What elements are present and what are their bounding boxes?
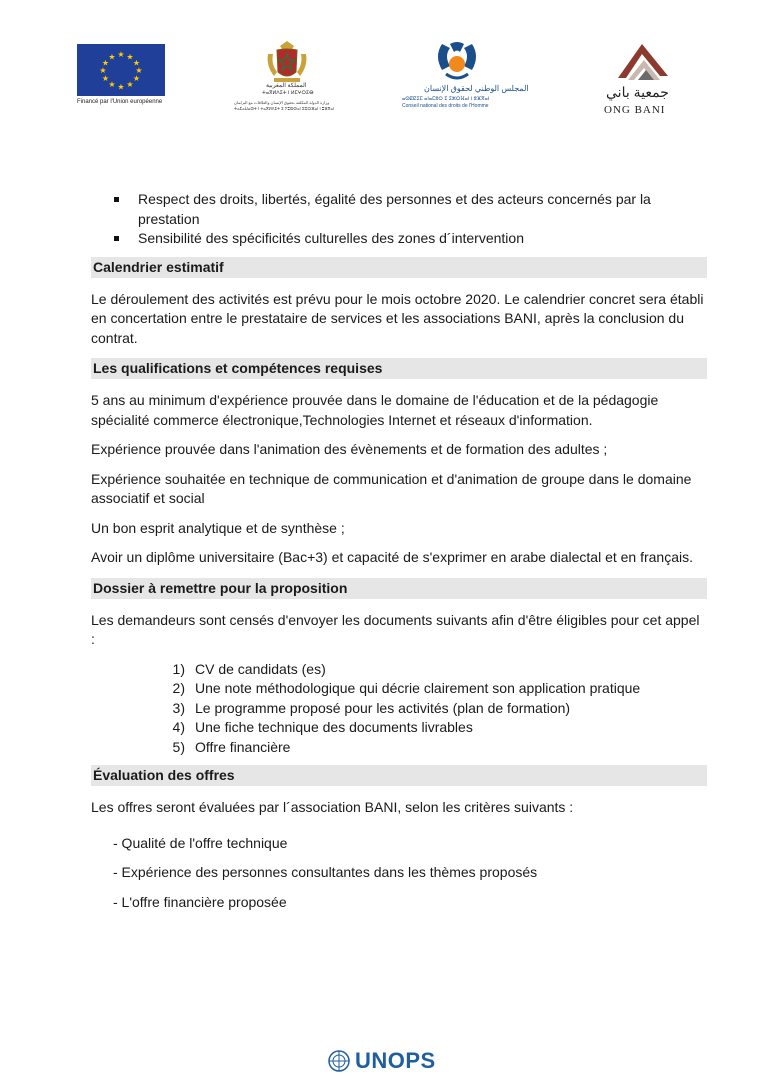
bani-logo (614, 40, 672, 82)
svg-text:★: ★ (126, 80, 134, 89)
cndh-french-name: Conseil national des droits de l'Homme (402, 103, 489, 109)
list-item: 1) CV de candidats (es) (172, 660, 326, 677)
svg-text:★: ★ (101, 58, 110, 68)
dossier-list (91, 660, 707, 758)
list-item: 2) Une note méthodologique qui décrie clairement son application pratique (172, 680, 641, 696)
calendrier-text: Le déroulement des activités est prévu pour le mois octobre 2020. Le calendrier concret sera établi en concertation entre le prestataire de services et les associations BANI, après la conclusion du contrat. (91, 290, 704, 346)
unops-wordmark: UNOPS (355, 1048, 436, 1073)
svg-text:★: ★ (101, 74, 110, 83)
svg-text:★: ★ (108, 80, 116, 89)
un-emblem-icon (328, 1050, 350, 1072)
cndh-logo (432, 40, 482, 84)
square-bullet-icon (114, 197, 119, 202)
qualification-paragraph: Avoir un diplôme universitaire (Bac+3) et capacité de s'exprimer en arabe dialectal et en français. (91, 549, 694, 565)
cndh-tifinagh-name: ⴰⵙⵇⵇⵉⵎ ⴰⵏⴰⵎⵓⵔ ⵉ ⵉⵣⵔⴼⴰⵏ ⵏ ⵓⴼⴳⴰⵏ (402, 96, 490, 102)
svg-text:★: ★ (108, 52, 116, 62)
evaluation-criterion: - L'offre financière proposée (113, 893, 287, 910)
unops-footer-logo (328, 1046, 436, 1076)
section-heading-qualifications: Les qualifications et compétences requises (91, 358, 707, 379)
evaluation-criterion: - Expérience des personnes consultantes dans les thèmes proposés (113, 864, 538, 880)
list-item: 3) Le programme proposé pour les activités (plan de formation) (172, 699, 571, 716)
svg-text:★: ★ (135, 66, 143, 75)
evaluation-criterion: - Qualité de l'offre technique (113, 834, 288, 851)
evaluation-intro: Les offres seront évaluées par l´association BANI, selon les critères suivants : (91, 799, 574, 815)
dossier-intro: Les demandeurs sont censés d'envoyer les documents suivants afin d'être éligibles pour cet appel : (91, 611, 700, 647)
bani-arabic-name: جمعية باني (606, 84, 669, 100)
square-bullet-icon (114, 236, 119, 241)
qualification-paragraph: Expérience prouvée dans l'animation des évènements et de formation des adultes ; (91, 441, 608, 457)
bullet-item: Respect des droits, libertés, égalité des personnes et des acteurs concernés par la prestation (138, 190, 707, 229)
morocco-ministry-line-ar: وزارة الدولة المكلفة بحقوق الإنسان والعلاقات مع البرلمان (234, 100, 330, 105)
section-heading-dossier: Dossier à remettre pour la proposition (91, 578, 707, 599)
cndh-arabic-name: المجلس الوطني لحقوق الإنسان (424, 84, 529, 93)
svg-text:★: ★ (126, 52, 134, 62)
bani-french-name: ONG BANI (604, 104, 666, 116)
morocco-arabic-title: المملكة المغربية (266, 83, 307, 89)
morocco-ministry-line-tf: ⵜⴰⵎⴰⵡⴰⵙⵜ ⵏ ⵜⴰⴳⵍⴷⵉⵜ ⵉ ⵢⵓⵙⵙⴰⵏ ⵉⵣⵔⴼⴰⵏ ⵏ ⵓⴼⴳⴰⵏ (234, 106, 335, 111)
svg-text:★: ★ (132, 74, 141, 83)
list-item: 4) Une fiche technique des documents livrables (172, 719, 473, 735)
qualification-paragraph: 5 ans au minimum d'expérience prouvée dans le domaine de l'éducation et de la pédagogie spécialité commerce électronique,Technologies Internet et réseaux d'information. (91, 392, 659, 428)
bullet-item: Sensibilité des spécificités culturelles des zones d´intervention (138, 229, 707, 249)
svg-text:★: ★ (117, 82, 125, 92)
list-item: 5) Offre financière (172, 738, 291, 755)
morocco-coat-of-arms-logo (262, 40, 312, 86)
bullet-list (91, 190, 707, 249)
qualification-paragraph: Expérience souhaitée en technique de communication et d'animation de groupe dans le domaine associatif et social (91, 470, 692, 506)
morocco-tifinagh-title: ⵜⴰⴳⵍⴷⵉⵜ ⵏ ⵍⵎⵖⵔⵉⴱ (262, 90, 314, 96)
section-heading-calendrier: Calendrier estimatif (91, 257, 707, 278)
eu-flag-logo (77, 44, 165, 96)
svg-text:★: ★ (117, 50, 125, 59)
document-body (91, 190, 707, 922)
section-heading-evaluation: Évaluation des offres (91, 765, 707, 786)
svg-text:★: ★ (132, 58, 141, 68)
svg-text:★: ★ (99, 66, 107, 75)
qualification-paragraph: Un bon esprit analytique et de synthèse ; (91, 519, 345, 536)
eu-caption: Financé par l'Union européenne (77, 99, 163, 105)
